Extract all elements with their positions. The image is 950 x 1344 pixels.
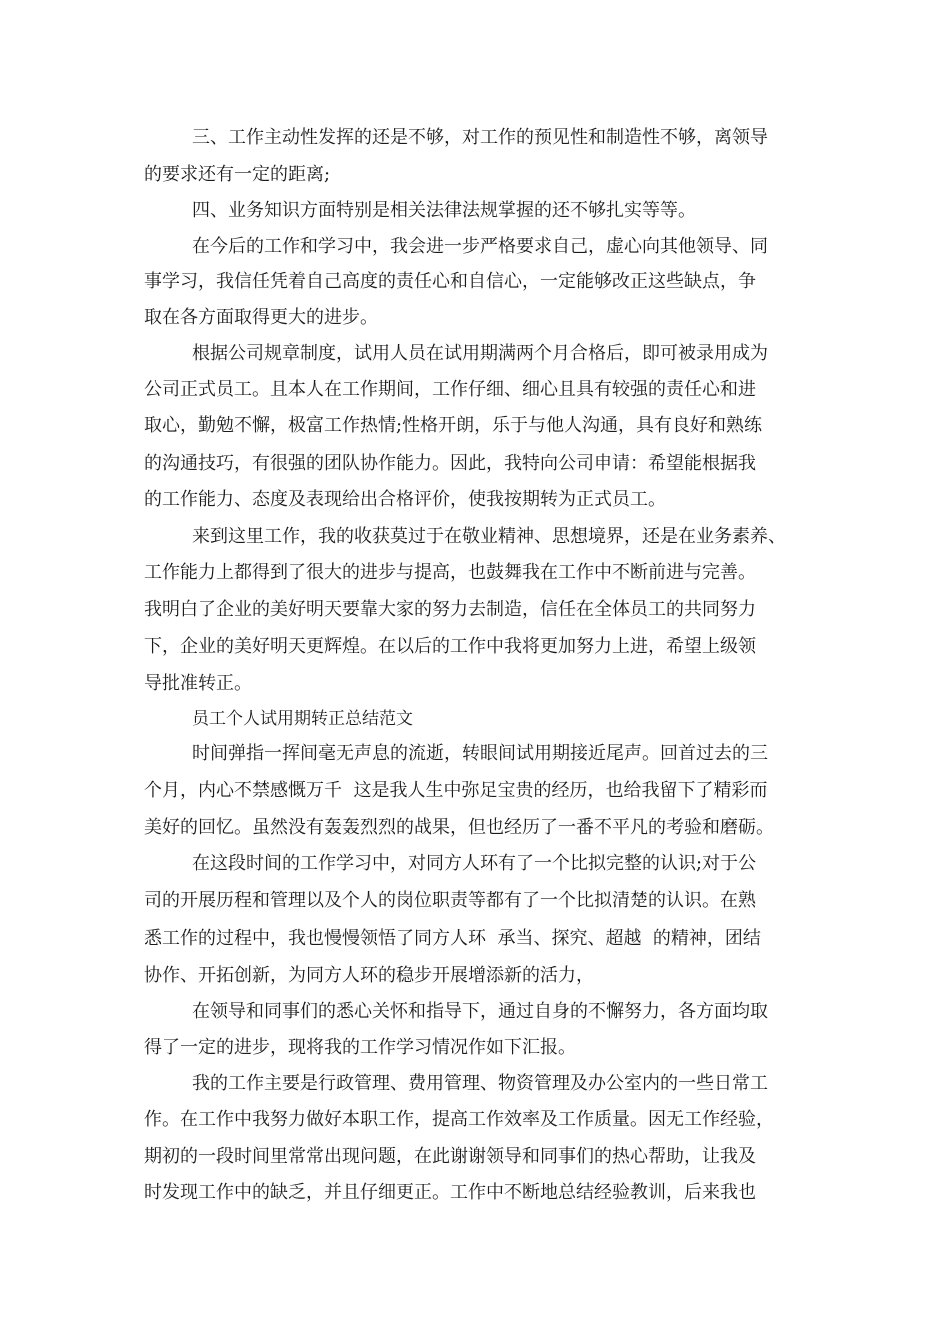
text-line: 我明白了企业的美好明天要靠大家的努力去制造，信任在全体员工的共同努力	[144, 599, 756, 620]
text-line: 个月，内心不禁感慨万千 这是我人生中弥足宝贵的经历，也给我留下了精彩而	[144, 780, 768, 801]
text-line: 在领导和同事们的悉心关怀和指导下，通过自身的不懈努力，各方面均取	[192, 1001, 768, 1022]
text-line: 时间弹指一挥间毫无声息的流逝，转眼间试用期接近尾声。回首过去的三	[192, 743, 768, 764]
text-line: 根据公司规章制度，试用人员在试用期满两个月合格后，即可被录用成为	[192, 343, 768, 364]
text-line: 来到这里工作，我的收获莫过于在敬业精神、思想境界，还是在业务素养、	[192, 526, 786, 547]
text-line: 工作能力上都得到了很大的进步与提高，也鼓舞我在工作中不断前进与完善。	[144, 562, 756, 583]
text-line: 我的工作主要是行政管理、费用管理、物资管理及办公室内的一些日常工	[192, 1073, 768, 1094]
text-line: 的工作能力、态度及表现给出合格评价，使我按期转为正式员工。	[144, 489, 666, 510]
text-line: 美好的回忆。虽然没有轰轰烈烈的战果，但也经历了一番不平凡的考验和磨砺。	[144, 817, 774, 838]
text-line: 四、业务知识方面特别是相关法律法规掌握的还不够扎实等等。	[192, 200, 696, 221]
text-line: 取心，勤勉不懈，极富工作热情;性格开朗，乐于与他人沟通，具有良好和熟练	[144, 415, 763, 436]
text-line: 时发现工作中的缺乏，并且仔细更正。工作中不断地总结经验教训，后来我也	[144, 1182, 756, 1203]
text-line: 事学习，我信任凭着自己高度的责任心和自信心，一定能够改正这些缺点，争	[144, 271, 756, 292]
text-line: 的沟通技巧，有很强的团队协作能力。因此，我特向公司申请：希望能根据我	[144, 453, 756, 474]
text-line: 取在各方面取得更大的进步。	[144, 307, 378, 328]
text-line: 下，企业的美好明天更辉煌。在以后的工作中我将更加努力上进，希望上级领	[144, 636, 756, 657]
text-line: 作。在工作中我努力做好本职工作，提高工作效率及工作质量。因无工作经验，	[144, 1109, 774, 1130]
text-line: 得了一定的进步，现将我的工作学习情况作如下汇报。	[144, 1037, 576, 1058]
text-line: 协作、开拓创新，为同方人环的稳步开展增添新的活力，	[144, 965, 594, 986]
text-line: 三、工作主动性发挥的还是不够，对工作的预见性和制造性不够，离领导	[192, 127, 768, 148]
text-line: 的要求还有一定的距离;	[144, 164, 331, 185]
text-line: 期初的一段时间里常常出现问题，在此谢谢领导和同事们的热心帮助，让我及	[144, 1146, 756, 1167]
text-line: 导批准转正。	[144, 673, 252, 694]
text-line: 司的开展历程和管理以及个人的岗位职责等都有了一个比拟清楚的认识。在熟	[144, 890, 756, 911]
text-line: 公司正式员工。且本人在工作期间，工作仔细、细心且具有较强的责任心和进	[144, 379, 756, 400]
text-line: 在今后的工作和学习中，我会进一步严格要求自己，虚心向其他领导、同	[192, 236, 768, 257]
text-line: 悉工作的过程中，我也慢慢领悟了同方人环 承当、探究、超越 的精神，团结	[144, 928, 761, 949]
text-line: 在这段时间的工作学习中，对同方人环有了一个比拟完整的认识;对于公	[192, 853, 757, 874]
section-title: 员工个人试用期转正总结范文	[192, 709, 413, 729]
